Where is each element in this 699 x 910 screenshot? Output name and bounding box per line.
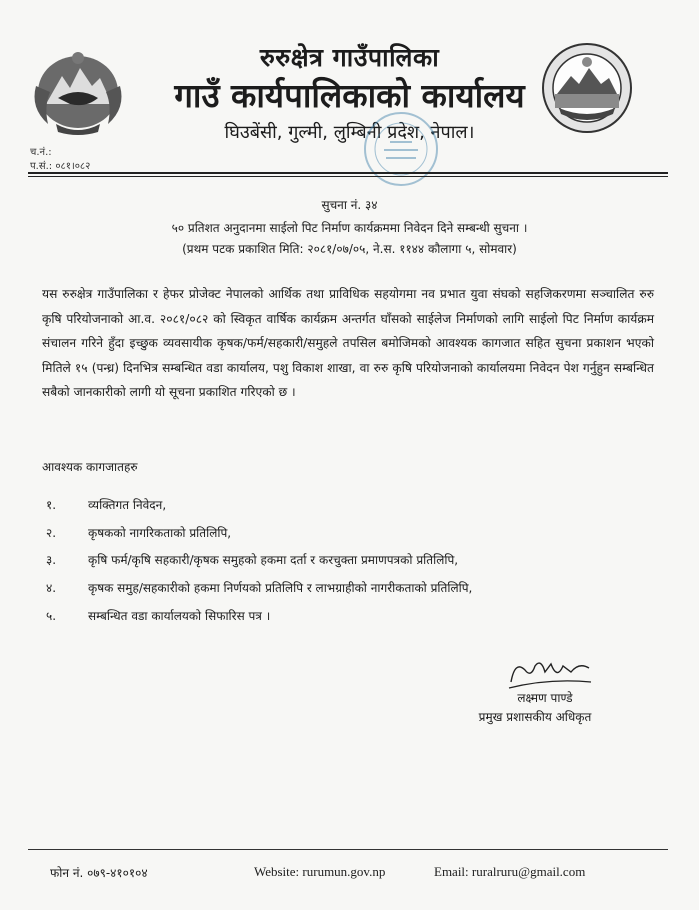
office-name: गाउँ कार्यपालिकाको कार्यालय: [174, 76, 525, 115]
reference-block: [30, 146, 90, 174]
municipality-name: रुरुक्षेत्र गाउँपालिका: [259, 43, 440, 72]
signatory-title: प्रमुख प्रशासकीय अधिकृत: [478, 710, 592, 724]
header-rule-thick: [28, 172, 668, 174]
footer-rule: [28, 849, 668, 850]
footer-email: Email: ruralruru@gmail.com: [434, 864, 586, 879]
list-item-number: ५.: [46, 609, 57, 623]
list-item-text: कृषक समुह/सहकारीको हकमा निर्णयको प्रतिलिपि र लाभग्राहीको नागरीकताको प्रतिलिपि,: [88, 581, 473, 595]
list-item-text: कृषकको नागरिकताको प्रतिलिपि,: [88, 526, 232, 540]
fiscal-reference: प.सं.: ०८१।०८२: [30, 161, 91, 172]
dispatch-number: च.नं.:: [30, 147, 52, 158]
footer-phone: फोन नं. ०७९-४१०१०४: [50, 866, 148, 880]
notice-number: सुचना नं. ३४: [321, 198, 378, 212]
footer-website: Website: rurumun.gov.np: [254, 864, 386, 879]
list-item-text: व्यक्तिगत निवेदन,: [88, 498, 167, 512]
requirements-heading: आवश्यक कागजातहरु: [42, 460, 138, 474]
list-item-number: ३.: [46, 553, 57, 567]
list-item-text: कृषि फर्म/कृषि सहकारी/कृषक समुहको हकमा दर्ता र करचुक्ता प्रमाणपत्रको प्रतिलिपि,: [88, 553, 459, 567]
office-address: घिउबेंसी, गुल्मी, लुम्बिनी प्रदेश, नेपाल।: [224, 122, 475, 143]
handwritten-signature: [505, 654, 595, 694]
list-item-text: सम्बन्धित वडा कार्यालयको सिफारिस पत्र ।: [88, 609, 271, 623]
notice-title: ५० प्रतिशत अनुदानमा साईलो पिट निर्माण कार्यक्रममा निवेदन दिने सम्बन्धी सुचना ।: [171, 221, 528, 235]
publication-date: (प्रथम पटक प्रकाशित मिति: २०८१/०७/०५, ने.स. ११४४ कौलागा ५, सोमवार): [182, 242, 517, 256]
header-rule-thin: [28, 176, 668, 177]
list-item-number: ४.: [46, 581, 57, 595]
list-item-number: २.: [46, 526, 57, 540]
list-item-number: १.: [46, 498, 57, 512]
notice-body: यस रुरुक्षेत्र गाउँपालिका र हेफर प्रोजेक्ट नेपालको आर्थिक तथा प्राविधिक सहयोगमा नव प्रभात युवा संघको सहजिकरणमा सञ्चालित रुरु कृषि परियोजनाको आ.व. २०८१/०८२ को स्विकृत वार्षिक कार्यक्रम अन्तर्गत घाँसको साईलेज निर्माणको लागि साईलो पिट निर्माण कार्यक्रम संचालन गरिने हुँदा इच्छुक व्यवसायीक कृषक/फर्म/सहकारी/समुहले तपसिल बमोजिमको आवश्यक कागजात सहित सुचना प्रकाशन भएको मितिले १५ (पन्ध्र) दिनभित्र सम्बन्धित वडा कार्यालय, पशु विकाश शाखा, वा रुरु कृषि परियोजनाको कार्यालयमा निवेदन पेश गर्नुहुन सम्बन्धित सबैको जानकारीको लागी यो सूचना प्रकाशित गरिएको छ ।: [42, 287, 654, 400]
signatory-name: लक्ष्मण पाण्डे: [517, 691, 573, 705]
